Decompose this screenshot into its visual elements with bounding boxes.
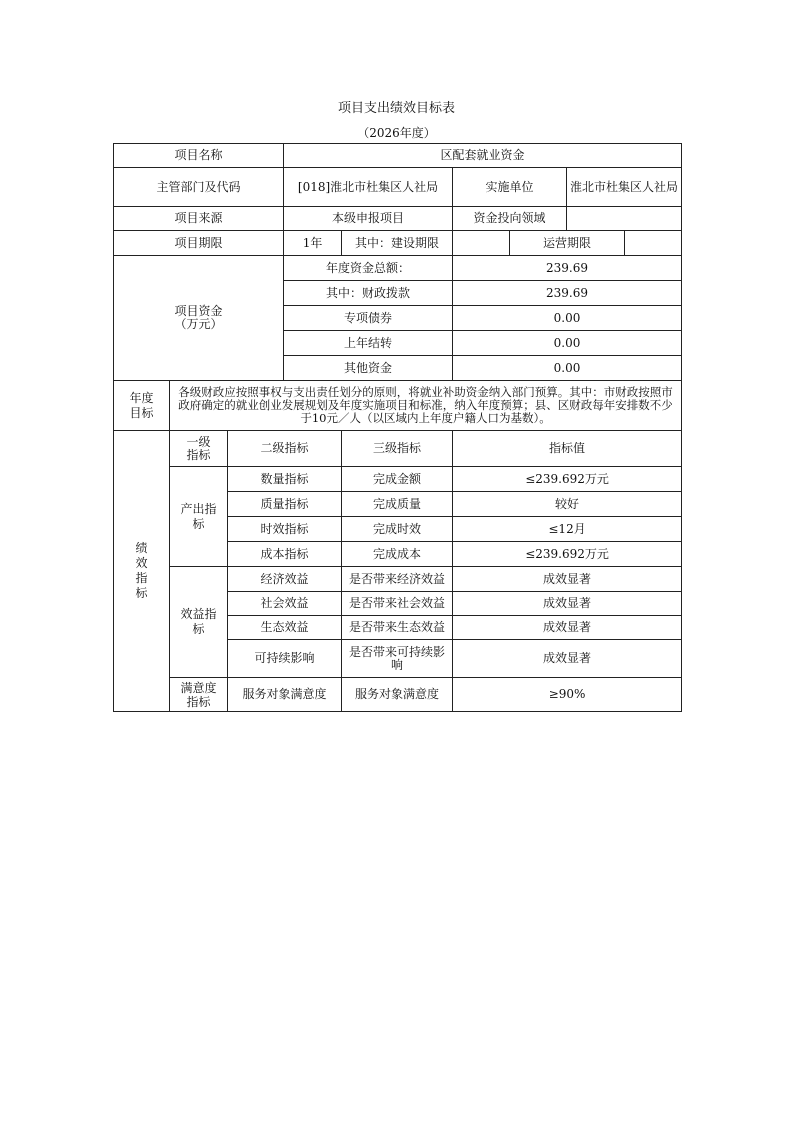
- satisfaction-indicators-label-text: 满意度指标: [180, 680, 217, 709]
- document-year: （2026年度）: [357, 126, 436, 140]
- indicator-value: ≤239.692万元: [453, 467, 682, 492]
- indicator-level2: 数量指标: [228, 467, 342, 492]
- fund-row-value: 239.69: [453, 281, 682, 306]
- indicator-level3: 是否带来社会效益: [342, 592, 453, 616]
- build-period-value: [453, 231, 510, 256]
- impl-value: 淮北市杜集区人社局: [567, 168, 682, 207]
- performance-indicators-label-text: 绩效指标: [135, 541, 148, 600]
- row-period: [114, 231, 682, 256]
- operate-period-label: 运营期限: [510, 231, 625, 256]
- source-label: 项目来源: [114, 207, 284, 231]
- table-row: [114, 567, 682, 592]
- fund-row-value: 0.00: [453, 306, 682, 331]
- indicator-level2: 时效指标: [228, 517, 342, 542]
- indicator-level3: 完成成本: [342, 542, 453, 567]
- row-indicator-header: [114, 431, 682, 467]
- annual-goal-label-text: 年度目标: [129, 390, 154, 420]
- operate-period-value: [625, 231, 682, 256]
- satisfaction-indicators-label: [170, 678, 228, 712]
- indicator-value: 成效显著: [453, 592, 682, 616]
- indicator-level3: 完成时效: [342, 517, 453, 542]
- indicator-level3: 是否带来生态效益: [342, 616, 453, 640]
- row-source: [114, 207, 682, 231]
- indicator-level2: 成本指标: [228, 542, 342, 567]
- invest-value: [567, 207, 682, 231]
- indicator-level3: 服务对象满意度: [342, 678, 453, 712]
- funds-label-text: 项目资金: [174, 304, 223, 318]
- period-value: 1年: [284, 231, 342, 256]
- annual-goal-text: 各级财政应按照事权与支出责任划分的原则，将就业补助资金纳入部门预算。其中：市财政按照市政府确定的就业创业发展规划及年度实施项目和标准，纳入年度预算；县、区财政每年安排数不少于10元／人（以区域内上年度户籍人口为基数）。: [170, 381, 682, 431]
- row-project-name: [114, 144, 682, 168]
- indicator-level2: 生态效益: [228, 616, 342, 640]
- header-level1: [170, 431, 228, 467]
- output-indicators-label-text: 产出指标: [180, 501, 217, 531]
- period-label: 项目期限: [114, 231, 284, 256]
- impl-label: 实施单位: [453, 168, 567, 207]
- performance-table: [113, 143, 682, 712]
- fund-row-label: 其中：财政拨款: [284, 281, 453, 306]
- indicator-value: 成效显著: [453, 616, 682, 640]
- fund-row-label: 专项债券: [284, 306, 453, 331]
- fund-row-value: 0.00: [453, 331, 682, 356]
- performance-indicators-label: [114, 431, 170, 712]
- header-level3: 三级指标: [342, 431, 453, 467]
- indicator-level2: 服务对象满意度: [228, 678, 342, 712]
- indicator-value: ≤239.692万元: [453, 542, 682, 567]
- indicator-level2: 质量指标: [228, 492, 342, 517]
- source-value: 本级申报项目: [284, 207, 453, 231]
- indicator-level3: 完成金额: [342, 467, 453, 492]
- header-level2: 二级指标: [228, 431, 342, 467]
- indicator-level3: 完成质量: [342, 492, 453, 517]
- header-level1-text: 一级指标: [186, 434, 211, 462]
- fund-row-label: 其他资金: [284, 356, 453, 381]
- indicator-value: ≥90%: [453, 678, 682, 712]
- annual-goal-label: [114, 381, 170, 431]
- document-title: 项目支出绩效目标表: [337, 101, 455, 116]
- invest-label: 资金投向领域: [453, 207, 567, 231]
- indicator-level3: 是否带来可持续影响: [342, 640, 453, 678]
- row-department: [114, 168, 682, 207]
- indicator-level2: 可持续影响: [228, 640, 342, 678]
- indicator-level2: 经济效益: [228, 567, 342, 592]
- build-period-label: 其中：建设期限: [342, 231, 453, 256]
- fund-row-value: 0.00: [453, 356, 682, 381]
- indicator-value: 成效显著: [453, 640, 682, 678]
- funds-label: [114, 256, 284, 381]
- indicator-level2: 社会效益: [228, 592, 342, 616]
- indicator-value: 较好: [453, 492, 682, 517]
- output-indicators-label: [170, 467, 228, 567]
- table-row: [114, 467, 682, 492]
- funds-unit: （万元）: [174, 317, 223, 331]
- project-name-label: 项目名称: [114, 144, 284, 168]
- fund-row-label: 年度资金总额：: [284, 256, 453, 281]
- indicator-value: 成效显著: [453, 567, 682, 592]
- project-name-value: 区配套就业资金: [284, 144, 682, 168]
- dept-label: 主管部门及代码: [114, 168, 284, 207]
- fund-row-value: 239.69: [453, 256, 682, 281]
- header-value: 指标值: [453, 431, 682, 467]
- benefit-indicators-label-text: 效益指标: [180, 607, 217, 636]
- row-fund-total: [114, 256, 682, 281]
- benefit-indicators-label: [170, 567, 228, 678]
- fund-row-label: 上年结转: [284, 331, 453, 356]
- table-row: [114, 678, 682, 712]
- dept-value: [018]淮北市杜集区人社局: [284, 168, 453, 207]
- indicator-level3: 是否带来经济效益: [342, 567, 453, 592]
- row-annual-goal: [114, 381, 682, 431]
- indicator-value: ≤12月: [453, 517, 682, 542]
